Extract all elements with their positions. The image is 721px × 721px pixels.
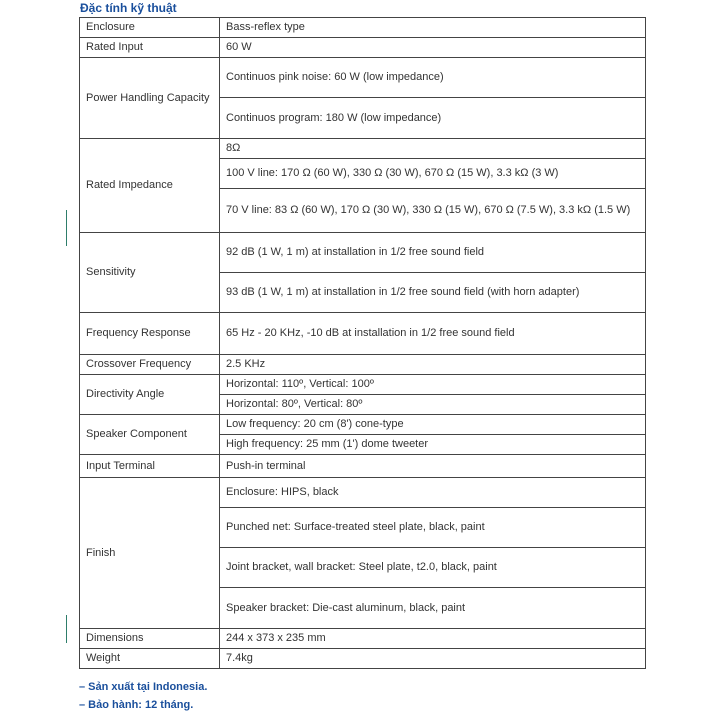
table-row	[80, 38, 646, 58]
spec-value: Horizontal: 110º, Vertical: 100º	[220, 375, 646, 395]
spec-label: Sensitivity	[80, 233, 220, 313]
spec-value: Enclosure: HIPS, black	[220, 478, 646, 508]
table-row	[80, 58, 646, 98]
table-row	[80, 233, 646, 273]
spec-label: Crossover Frequency	[80, 355, 220, 375]
spec-label: Finish	[80, 478, 220, 629]
table-row	[80, 629, 646, 649]
left-edge-mark	[66, 210, 67, 246]
spec-value: Push-in terminal	[220, 455, 646, 478]
spec-value: Continuos pink noise: 60 W (low impedance)	[220, 58, 646, 98]
spec-value: 244 x 373 x 235 mm	[220, 629, 646, 649]
warranty-note: – Bảo hành: 12 tháng.	[79, 699, 194, 711]
table-row	[80, 375, 646, 395]
table-row	[80, 455, 646, 478]
spec-label: Speaker Component	[80, 415, 220, 455]
left-edge-mark	[66, 615, 67, 643]
table-row	[80, 649, 646, 669]
table-row	[80, 139, 646, 159]
table-row	[80, 18, 646, 38]
spec-value: Continuos program: 180 W (low impedance)	[220, 98, 646, 139]
spec-value: Joint bracket, wall bracket: Steel plate, t2.0, black, paint	[220, 548, 646, 588]
spec-label: Enclosure	[80, 18, 220, 38]
spec-label: Weight	[80, 649, 220, 669]
spec-value: 8Ω	[220, 139, 646, 159]
spec-value: Speaker bracket: Die-cast aluminum, black, paint	[220, 588, 646, 629]
spec-value: 65 Hz - 20 KHz, -10 dB at installation in 1/2 free sound field	[220, 313, 646, 355]
spec-label: Dimensions	[80, 629, 220, 649]
spec-value: 7.4kg	[220, 649, 646, 669]
spec-value: Horizontal: 80º, Vertical: 80º	[220, 395, 646, 415]
spec-value: Bass-reflex type	[220, 18, 646, 38]
spec-value: Low frequency: 20 cm (8') cone-type	[220, 415, 646, 435]
table-row	[80, 478, 646, 508]
spec-value: 93 dB (1 W, 1 m) at installation in 1/2 free sound field (with horn adapter)	[220, 273, 646, 313]
spec-label: Rated Input	[80, 38, 220, 58]
table-row	[80, 313, 646, 355]
spec-label: Frequency Response	[80, 313, 220, 355]
spec-value: 92 dB (1 W, 1 m) at installation in 1/2 free sound field	[220, 233, 646, 273]
spec-label: Directivity Angle	[80, 375, 220, 415]
spec-label: Input Terminal	[80, 455, 220, 478]
spec-label: Rated Impedance	[80, 139, 220, 233]
spec-heading: Đặc tính kỹ thuật	[80, 1, 177, 15]
spec-label: Power Handling Capacity	[80, 58, 220, 139]
origin-note: – Sản xuất tại Indonesia.	[79, 681, 208, 693]
spec-value: 2.5 KHz	[220, 355, 646, 375]
spec-value: 60 W	[220, 38, 646, 58]
table-row	[80, 355, 646, 375]
spec-value: 100 V line: 170 Ω (60 W), 330 Ω (30 W), 670 Ω (15 W), 3.3 kΩ (3 W)	[220, 159, 646, 189]
spec-value: High frequency: 25 mm (1') dome tweeter	[220, 435, 646, 455]
spec-table	[79, 17, 646, 669]
spec-value: Punched net: Surface-treated steel plate, black, paint	[220, 508, 646, 548]
spec-value: 70 V line: 83 Ω (60 W), 170 Ω (30 W), 330 Ω (15 W), 670 Ω (7.5 W), 3.3 kΩ (1.5 W)	[220, 189, 646, 233]
table-row	[80, 415, 646, 435]
